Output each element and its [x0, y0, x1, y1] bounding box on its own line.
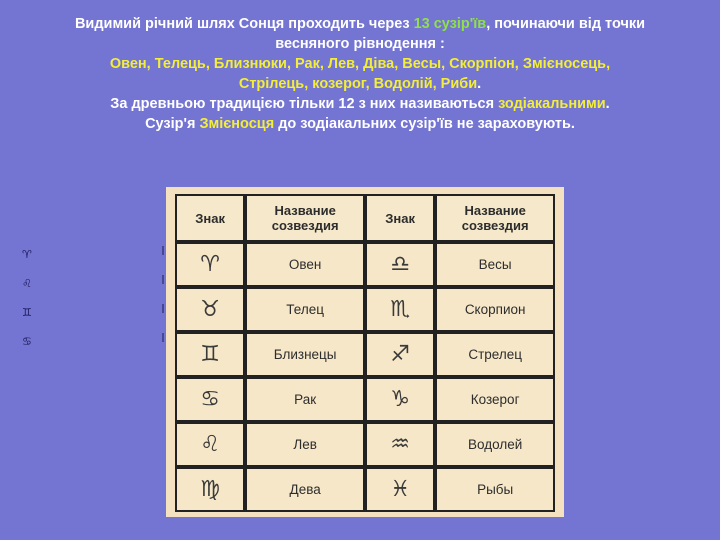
sagittarius-icon: ♐: [365, 332, 435, 377]
zodiac-table-image: [166, 187, 564, 517]
zodiacal-highlight: зодіакальними: [498, 96, 606, 112]
libra-icon: ♎: [365, 242, 435, 287]
leo-icon: ♌: [175, 422, 245, 467]
table-row: [175, 242, 555, 287]
constellation-name: Скорпион: [435, 287, 555, 332]
constellation-name: Весы: [435, 242, 555, 287]
leo-small-icon: ♌: [22, 277, 32, 290]
virgo-icon: ♍: [175, 467, 245, 512]
table-row: [175, 467, 555, 512]
constellation-name: Близнецы: [245, 332, 365, 377]
gemini-small-icon: ♊: [22, 306, 32, 319]
constellation-name: Водолей: [435, 422, 555, 467]
constellation-list-line-1: Овен, Телець, Близнюки, Рак, Лев, Діва, Весы, Скорпіон, Змієносець,: [109, 56, 611, 72]
header-name-2: Название созвездия: [435, 194, 555, 242]
constellation-list-line-2-text: Стрілець, козерог, Водолій, Риби: [238, 76, 478, 92]
ophiuchus-line-start: Сузір'я: [145, 116, 200, 132]
table-row: [175, 377, 555, 422]
constellation-name: Рыбы: [435, 467, 555, 512]
header-sign-1: Знак: [175, 194, 245, 242]
scorpio-icon: ♏: [365, 287, 435, 332]
tradition-line: [0, 94, 720, 114]
tick-mark: [162, 246, 164, 255]
gemini-icon: ♊: [175, 332, 245, 377]
cancer-small-icon: ♋: [22, 335, 32, 348]
intro-line-1-end: , починаючи від точки: [486, 16, 646, 32]
intro-line-2: весняного рівнодення :: [275, 36, 445, 52]
constellation-name: Рак: [245, 377, 365, 422]
zodiac-table: [175, 194, 555, 512]
side-glyph-column: [22, 240, 42, 356]
constellation-name: Лев: [245, 422, 365, 467]
taurus-icon: ♉: [175, 287, 245, 332]
constellation-count: 13 сузір'їв: [413, 16, 487, 32]
capricorn-icon: ♑: [365, 377, 435, 422]
constellation-name: Дева: [245, 467, 365, 512]
aquarius-icon: ♒: [365, 422, 435, 467]
aries-small-icon: ♈: [22, 248, 32, 261]
constellation-name: Стрелец: [435, 332, 555, 377]
intro-text: [0, 14, 720, 134]
table-header-row: [175, 194, 555, 242]
ophiuchus-line-end: до зодіакальних сузір'їв не зараховують.: [274, 116, 575, 132]
pisces-icon: ♓: [365, 467, 435, 512]
tradition-line-end: .: [605, 96, 610, 112]
intro-line-1: [0, 14, 720, 34]
table-row: [175, 287, 555, 332]
constellation-name: Овен: [245, 242, 365, 287]
constellation-name: Телец: [245, 287, 365, 332]
constellation-list-period: .: [477, 76, 482, 92]
aries-icon: ♈: [175, 242, 245, 287]
header-sign-2: Знак: [365, 194, 435, 242]
constellation-name: Козерог: [435, 377, 555, 422]
cancer-icon: ♋: [175, 377, 245, 422]
tradition-line-start: За древньою традицією тільки 12 з них називаються: [110, 96, 499, 112]
tick-mark: [162, 275, 164, 284]
tick-mark: [162, 333, 164, 342]
ophiuchus-highlight: Змієносця: [199, 116, 275, 132]
intro-line-1-start: Видимий річний шлях Сонця проходить через: [74, 16, 414, 32]
tick-mark: [162, 304, 164, 313]
header-name-1: Название созвездия: [245, 194, 365, 242]
table-row: [175, 332, 555, 377]
table-row: [175, 422, 555, 467]
ophiuchus-line: [0, 114, 720, 134]
constellation-list-line-2: [0, 74, 720, 94]
